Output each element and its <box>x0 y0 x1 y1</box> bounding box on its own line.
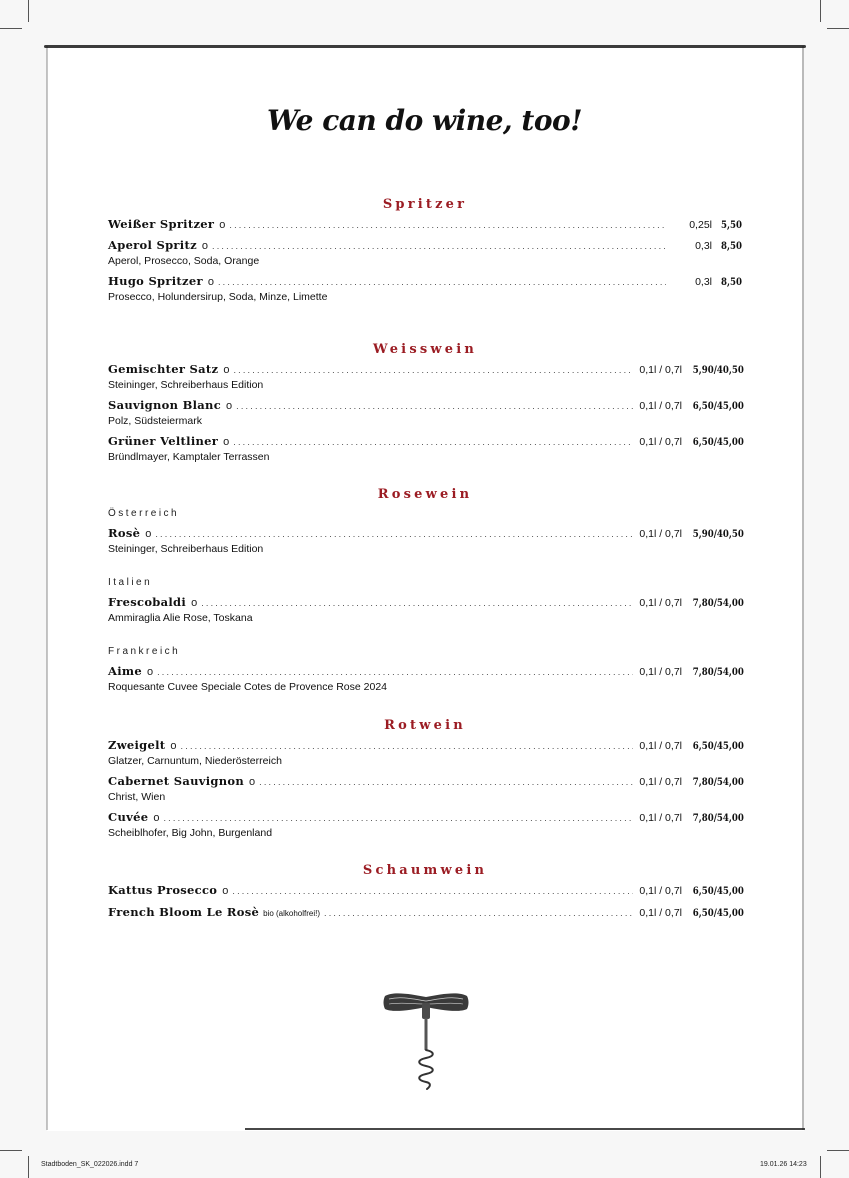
dot-leader <box>259 777 633 787</box>
item-volume: 0,1l / 0,7l <box>639 812 682 824</box>
item-name: Hugo Spritzer <box>108 274 203 288</box>
section-heading-rotwein: Rotwein <box>384 718 466 733</box>
print-file-info: Stadtboden_SK_022026.indd 7 <box>41 1161 139 1168</box>
dot-leader <box>236 401 633 411</box>
bio-marker: o <box>146 666 154 678</box>
menu-item-gruener-veltliner <box>108 434 742 463</box>
menu-item-cuvee <box>108 810 742 839</box>
dot-leader <box>218 277 666 287</box>
item-volume: 0,1l / 0,7l <box>639 885 682 897</box>
item-price: 7,80/54,00 <box>692 812 744 824</box>
dot-leader <box>155 529 633 539</box>
item-price: 5,50 <box>721 219 742 231</box>
crop-mark <box>0 1150 22 1151</box>
corkscrew-icon <box>381 988 471 1093</box>
bio-marker: o <box>223 436 230 448</box>
item-price: 7,80/54,00 <box>692 776 744 788</box>
dot-leader <box>163 813 633 823</box>
section-heading-spritzer: Spritzer <box>382 197 468 212</box>
page-border-top <box>44 45 806 48</box>
menu-item-cabernet-sauvignon <box>108 774 742 803</box>
crop-mark <box>827 1150 849 1151</box>
menu-item-sauvignon-blanc <box>108 398 742 427</box>
dot-leader <box>324 908 633 918</box>
menu-item-aperol-spritz <box>108 238 742 267</box>
item-note: bio (alkoholfrei!) <box>263 909 321 918</box>
bio-marker: o <box>223 364 230 376</box>
crop-mark <box>820 1156 821 1178</box>
bio-marker: o <box>201 240 209 252</box>
dot-leader <box>232 886 633 896</box>
item-description: Ammiraglia Alie Rose, Toskana <box>108 612 253 624</box>
item-price: 5,90/40,50 <box>692 364 744 376</box>
section-heading-schaumwein: Schaumwein <box>362 863 488 878</box>
menu-item-rose <box>108 526 742 555</box>
country-heading-france: Frankreich <box>108 646 181 657</box>
item-name: French Bloom Le Rosè <box>108 905 260 919</box>
item-name: Aperol Spritz <box>108 238 197 252</box>
item-volume: 0,1l / 0,7l <box>639 436 682 448</box>
bio-marker: o <box>222 885 229 897</box>
crop-mark <box>820 0 821 22</box>
item-volume: 0,1l / 0,7l <box>639 400 682 412</box>
country-heading-austria: Österreich <box>108 508 180 519</box>
item-name: Weißer Spritzer <box>108 217 215 231</box>
item-description: Scheiblhofer, Big John, Burgenland <box>108 827 273 839</box>
page-border-right <box>802 46 804 1130</box>
crop-mark <box>28 0 29 22</box>
item-name: Frescobaldi <box>108 595 187 609</box>
item-price: 6,50/45,00 <box>692 907 744 919</box>
item-volume: 0,1l / 0,7l <box>639 776 682 788</box>
dot-leader <box>233 437 633 447</box>
item-volume: 0,1l / 0,7l <box>639 666 682 678</box>
item-price: 8,50 <box>721 240 742 252</box>
menu-item-aime <box>108 664 742 693</box>
print-timestamp: 19.01.26 14:23 <box>760 1161 807 1168</box>
item-description: Steininger, Schreiberhaus Edition <box>108 543 264 555</box>
menu-item-french-bloom <box>108 905 742 921</box>
bio-marker: o <box>249 776 256 788</box>
menu-item-weisser-spritzer <box>108 217 742 233</box>
menu-item-frescobaldi <box>108 595 742 624</box>
item-name: Cuvée <box>108 810 149 824</box>
item-description: Christ, Wien <box>108 791 166 803</box>
dot-leader <box>157 667 633 677</box>
item-price: 8,50 <box>721 276 742 288</box>
crop-mark <box>28 1156 29 1178</box>
crop-mark <box>0 28 22 29</box>
page-title: We can do wine, too! <box>266 104 582 137</box>
bio-marker: o <box>226 400 233 412</box>
page-border-bottom <box>245 1128 805 1130</box>
item-price: 7,80/54,00 <box>692 597 744 609</box>
item-name: Aime <box>108 664 142 678</box>
dot-leader <box>212 241 666 251</box>
item-volume: 0,3l <box>695 240 712 252</box>
menu-item-hugo-spritzer <box>108 274 742 303</box>
item-description: Prosecco, Holundersirup, Soda, Minze, Limette <box>108 291 328 303</box>
dot-leader <box>229 220 666 230</box>
item-volume: 0,1l / 0,7l <box>639 740 682 752</box>
item-name: Kattus Prosecco <box>108 883 218 897</box>
item-description: Bründlmayer, Kamptaler Terrassen <box>108 451 270 463</box>
bio-marker: o <box>145 528 152 540</box>
menu-item-kattus-prosecco <box>108 883 742 899</box>
item-description: Aperol, Prosecco, Soda, Orange <box>108 255 260 267</box>
menu-item-gemischter-satz <box>108 362 742 391</box>
bio-marker: o <box>170 740 177 752</box>
item-volume: 0,3l <box>695 276 712 288</box>
item-volume: 0,25l <box>689 219 712 231</box>
item-price: 7,80/54,00 <box>692 666 744 678</box>
item-volume: 0,1l / 0,7l <box>639 907 682 919</box>
item-description: Glatzer, Carnuntum, Niederösterreich <box>108 755 282 767</box>
dot-leader <box>181 741 634 751</box>
item-price: 6,50/45,00 <box>692 400 744 412</box>
item-name: Cabernet Sauvignon <box>108 774 245 788</box>
item-volume: 0,1l / 0,7l <box>639 528 682 540</box>
crop-mark <box>827 28 849 29</box>
item-description: Roquesante Cuvee Speciale Cotes de Provence Rose 2024 <box>108 681 388 693</box>
item-description: Steininger, Schreiberhaus Edition <box>108 379 264 391</box>
dot-leader <box>233 365 633 375</box>
section-heading-rosewein: Rosewein <box>377 487 473 502</box>
page-border-left <box>46 46 48 1130</box>
section-heading-weisswein: Weisswein <box>372 342 478 357</box>
bio-marker: o <box>191 597 198 609</box>
item-name: Zweigelt <box>108 738 166 752</box>
item-price: 5,90/40,50 <box>692 528 744 540</box>
bio-marker: o <box>207 276 214 288</box>
item-price: 6,50/45,00 <box>692 885 744 897</box>
item-name: Gemischter Satz <box>108 362 219 376</box>
menu-item-zweigelt <box>108 738 742 767</box>
item-description: Polz, Südsteiermark <box>108 415 202 427</box>
dot-leader <box>201 598 633 608</box>
item-volume: 0,1l / 0,7l <box>639 597 682 609</box>
item-price: 6,50/45,00 <box>692 436 744 448</box>
item-name: Grüner Veltliner <box>108 434 219 448</box>
bio-marker: o <box>219 219 226 231</box>
country-heading-italy: Italien <box>108 577 153 588</box>
item-price: 6,50/45,00 <box>692 740 744 752</box>
item-name: Rosè <box>108 526 141 540</box>
bio-marker: o <box>153 812 160 824</box>
item-name: Sauvignon Blanc <box>108 398 222 412</box>
item-volume: 0,1l / 0,7l <box>639 364 682 376</box>
